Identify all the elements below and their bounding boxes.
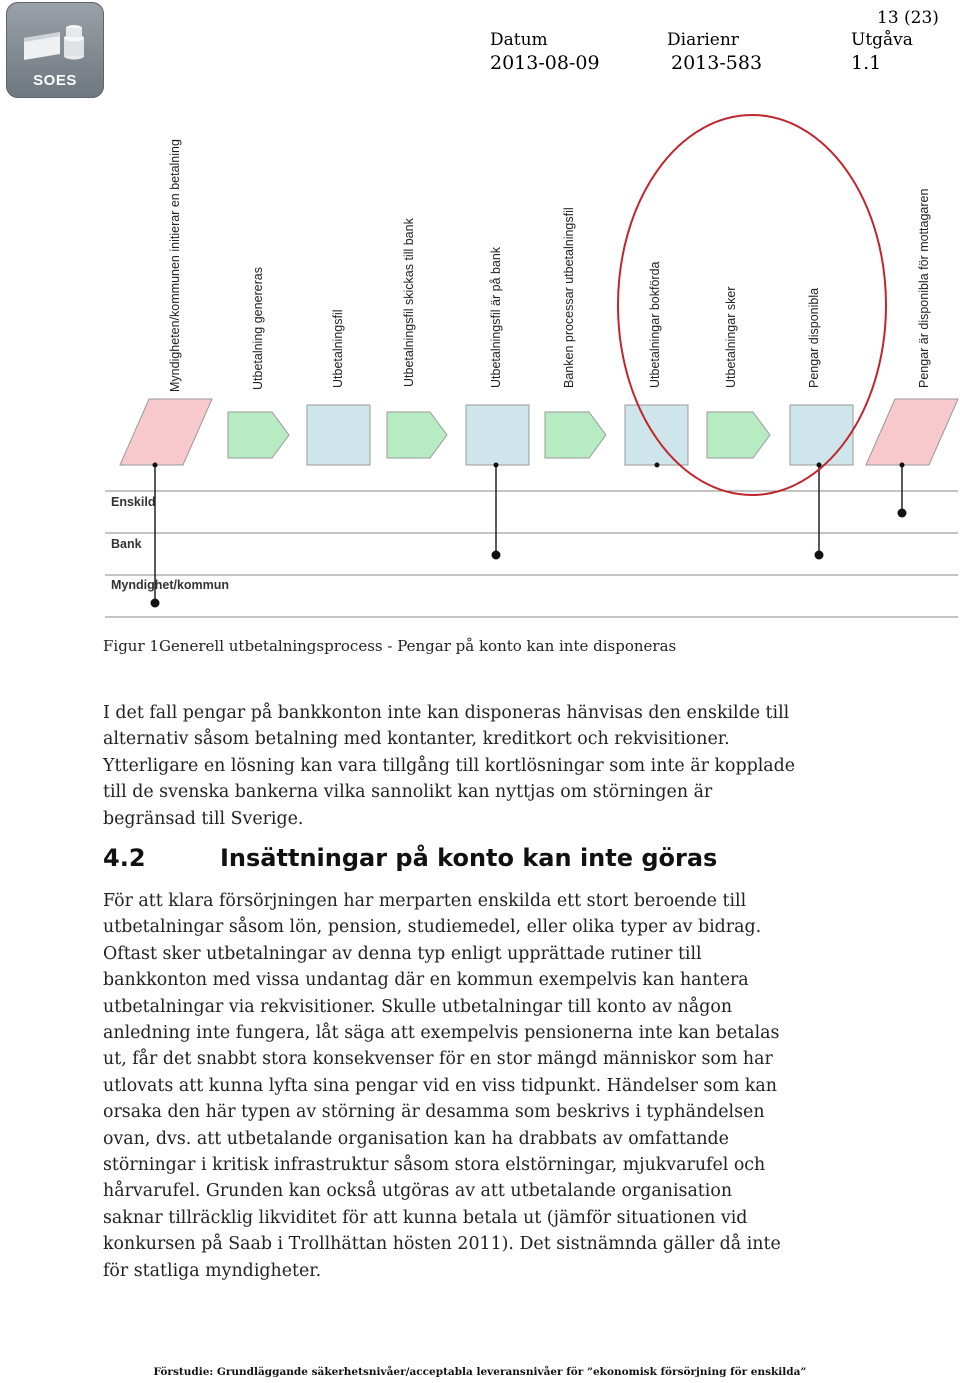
connector-dot xyxy=(494,463,499,468)
step-label-processar: Banken processar utbetalningsfil xyxy=(562,207,576,388)
page-footer: Förstudie: Grundläggande säkerhetsnivåer/acceptabla leveransnivåer för ”ekonomisk försörjning för enskilda” xyxy=(153,1366,807,1378)
paragraph-insattningar: För att klara försörjningen har merparten enskilda ett stort beroende till utbetalningar såsom lön, pension, studiemedel, eller olika typer av bidrag. Oftast sker utbetalningar av denna typ enligt upprättade rutiner till bankkonton med vissa undantag där en kommun exempelvis kan hantera utbetalningar via rekvisitioner. Skulle utbetalningar till konto av någon anledning inte fungera, låt säga att exempelvis pensionerna inte kan betalas ut, får det snabbt stora konsekvenser för en stor mängd människor som har utlovats att kunna lyfta sina pengar vid en viss tidpunkt. Händelser som kan orsaka den här typen av störning är desamma som beskrivs i typhändelsen ovan, dvs. att utbetalande organisation kan ha drabbats av omfattande störningar i kritisk infrastruktur såsom stora elstörningar, mjukvarufel och hårvarufel. Grunden kan också utgöras av att utbetalande organisation saknar tillräcklig likviditet för att kunna betala ut (jämför situationen vid konkursen på Saab i Trollhättan hösten 2011). Det sistnämnda gäller då inte för statliga myndigheter. xyxy=(103,891,781,1281)
step-shape-mottagaren xyxy=(866,399,958,465)
connector-dot xyxy=(655,463,660,468)
connector-dot xyxy=(900,463,905,468)
connector-dot xyxy=(153,463,158,468)
lane-label-myndighet: Myndighet/kommun xyxy=(111,578,230,592)
step-shape-bokforda xyxy=(625,405,688,465)
step-label-disponibla: Pengar disponibla xyxy=(807,287,821,388)
step-shape-genereras xyxy=(228,412,289,458)
logo-text: SOES xyxy=(33,72,77,89)
step-shape-sker xyxy=(707,412,770,458)
step-label-initierar: Myndigheten/kommunen initierar en betalning xyxy=(168,139,182,392)
step-shape-pa-bank xyxy=(466,405,529,465)
section-title: Insättningar på konto kan inte göras xyxy=(220,844,718,872)
datum-value: 2013-08-09 xyxy=(490,52,600,74)
diarienr-label: Diarienr xyxy=(667,30,739,50)
step-label-skickas: Utbetalningsfil skickas till bank xyxy=(402,218,416,387)
diarienr-value: 2013-583 xyxy=(671,52,763,74)
page-number: 13 (23) xyxy=(877,8,939,28)
connector-dot xyxy=(151,599,160,608)
step-shape-skickas xyxy=(387,412,447,458)
step-shape-utbetalningsfil xyxy=(307,405,370,465)
section-number: 4.2 xyxy=(103,844,146,872)
step-label-mottagaren: Pengar är disponibla för mottagaren xyxy=(917,188,931,388)
lane-label-bank: Bank xyxy=(111,537,142,551)
lane-label-enskild: Enskild xyxy=(111,495,156,509)
figure-caption: Figur 1Generell utbetalningsprocess - Pengar på konto kan inte disponeras xyxy=(103,637,677,655)
step-label-utbetalningsfil: Utbetalningsfil xyxy=(331,309,345,388)
step-label-bokforda: Utbetalningar bokförda xyxy=(648,261,662,388)
paragraph-disponeras: I det fall pengar på bankkonton inte kan disponeras hänvisas den enskilde till alternativ såsom betalning med kontanter, kreditkort och rekvisitioner. Ytterligare en lösning kan vara tillgång till kortlösningar som inte är kopplade till de svenska bankerna vilka sannolikt kan nyttjas om störningen är begränsad till Sverige. xyxy=(103,703,796,829)
step-shape-processar xyxy=(545,412,606,458)
section-heading xyxy=(103,844,863,878)
connector-dot xyxy=(815,551,824,560)
utgava-label: Utgåva xyxy=(851,30,913,50)
step-shape-initierar xyxy=(120,399,212,465)
connector-dot xyxy=(492,551,501,560)
step-shape-disponibla xyxy=(790,405,853,465)
connector-dot xyxy=(898,509,907,518)
utgava-value: 1.1 xyxy=(851,52,882,74)
datum-label: Datum xyxy=(490,30,548,50)
connector-dot xyxy=(817,463,822,468)
step-label-sker: Utbetalningar sker xyxy=(724,286,738,388)
step-label-pa-bank: Utbetalningsfil är på bank xyxy=(489,246,503,388)
step-label-genereras: Utbetalning genereras xyxy=(251,267,265,390)
